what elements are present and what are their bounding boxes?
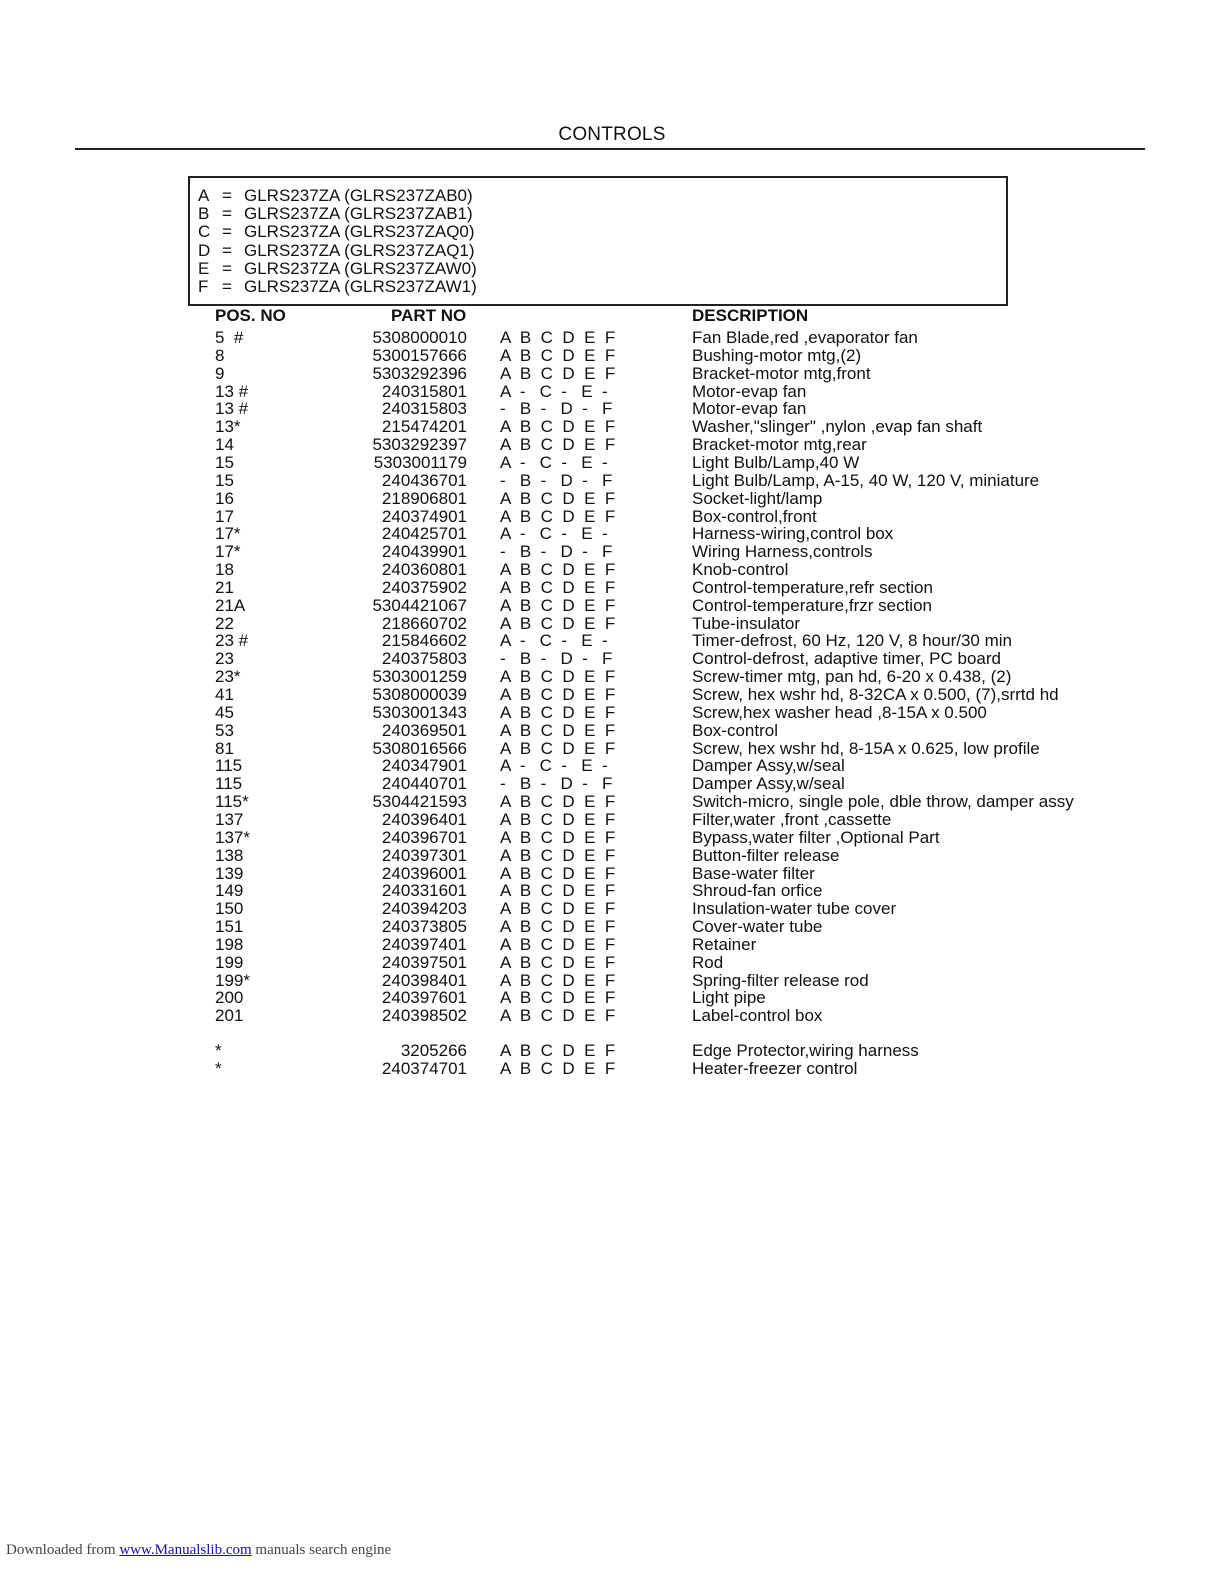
table-row bbox=[0, 490, 1224, 508]
model-codes-cell: A B C D E F bbox=[500, 952, 616, 972]
part-no-cell: 240347901 bbox=[381, 756, 467, 776]
part-no-cell: 240396001 bbox=[381, 863, 467, 883]
table-row bbox=[0, 561, 1224, 579]
model-codes-cell: A B C D E F bbox=[500, 792, 616, 812]
part-no-cell: 215474201 bbox=[381, 417, 467, 437]
description-cell: Fan Blade,red ,evaporator fan bbox=[692, 328, 918, 347]
model-codes-cell: A B C D E F bbox=[500, 417, 616, 437]
part-no-cell: 240398502 bbox=[381, 1006, 467, 1026]
pos-cell: 15 bbox=[215, 470, 234, 490]
description-cell: Insulation-water tube cover bbox=[692, 899, 897, 919]
description-cell: Socket-light/lamp bbox=[692, 488, 823, 508]
legend-key: E bbox=[198, 258, 210, 278]
part-no-cell: 5300157666 bbox=[372, 345, 467, 365]
table-row bbox=[0, 882, 1224, 900]
description-cell: Knob-control bbox=[692, 560, 789, 580]
description-cell: Cover-water tube bbox=[692, 917, 823, 937]
part-no-cell: 240315803 bbox=[381, 399, 467, 419]
table-row bbox=[0, 793, 1224, 811]
pos-cell: 9 bbox=[215, 363, 225, 383]
table-row bbox=[0, 579, 1224, 597]
description-cell: Control-temperature,frzr section bbox=[692, 595, 932, 615]
part-no-cell: 240374901 bbox=[381, 506, 467, 526]
legend-model: GLRS237ZA (GLRS237ZAQ1) bbox=[244, 240, 475, 260]
model-codes-cell: A B C D E F bbox=[500, 702, 616, 722]
table-row bbox=[0, 632, 1224, 650]
pos-cell: 17* bbox=[215, 542, 241, 562]
legend-line bbox=[198, 223, 475, 241]
table-row bbox=[0, 436, 1224, 454]
table-row bbox=[0, 597, 1224, 615]
manualslib-link[interactable]: www.Manualslib.com bbox=[119, 1542, 252, 1558]
header-description: DESCRIPTION bbox=[692, 306, 809, 325]
part-no-cell: 5303001343 bbox=[372, 702, 467, 722]
header-pos-no: POS. NO bbox=[215, 306, 286, 325]
table-row bbox=[0, 829, 1224, 847]
footer-suffix: manuals search engine bbox=[251, 1542, 392, 1558]
model-codes-cell: A B C D E F bbox=[500, 738, 616, 758]
model-codes-cell: A B C D E F bbox=[500, 1006, 616, 1026]
legend-model: GLRS237ZA (GLRS237ZAQ0) bbox=[244, 222, 475, 242]
model-codes-cell: A B C D E F bbox=[500, 970, 616, 990]
description-cell: Bypass,water filter ,Optional Part bbox=[692, 827, 940, 847]
model-codes-cell: A B C D E F bbox=[500, 827, 616, 847]
model-codes-cell: A - C - E - bbox=[500, 381, 608, 401]
part-no-cell: 5303292396 bbox=[372, 363, 467, 383]
part-no-cell: 240440701 bbox=[381, 774, 467, 794]
pos-cell: 13* bbox=[215, 417, 241, 437]
part-no-cell: 5304421067 bbox=[372, 595, 467, 615]
part-no-cell: 240373805 bbox=[381, 917, 467, 937]
pos-cell: 138 bbox=[215, 845, 244, 865]
description-cell: Box-control bbox=[692, 720, 778, 740]
table-row bbox=[0, 989, 1224, 1007]
part-no-cell: 3205266 bbox=[400, 1041, 467, 1060]
description-cell: Base-water filter bbox=[692, 863, 815, 883]
part-no-cell: 240398401 bbox=[381, 970, 467, 990]
description-cell: Filter,water ,front ,cassette bbox=[692, 809, 892, 829]
table-row bbox=[0, 954, 1224, 972]
model-codes-cell: A B C D E F bbox=[500, 577, 616, 597]
description-cell: Label-control box bbox=[692, 1006, 823, 1026]
description-cell: Control-temperature,refr section bbox=[692, 577, 933, 597]
description-cell: Damper Assy,w/seal bbox=[692, 756, 845, 776]
part-no-cell: 5304421593 bbox=[372, 792, 467, 812]
table-row bbox=[0, 704, 1224, 722]
description-cell: Control-defrost, adaptive timer, PC board bbox=[692, 649, 1001, 669]
model-codes-cell: A B C D E F bbox=[500, 685, 616, 704]
table-row bbox=[0, 918, 1224, 936]
pos-cell: 199 bbox=[215, 952, 244, 972]
legend-equals: = bbox=[222, 277, 232, 296]
pos-cell: 17* bbox=[215, 524, 241, 544]
legend-key: C bbox=[198, 222, 211, 242]
pos-cell: 115 bbox=[215, 774, 243, 794]
part-no-cell: 240397501 bbox=[381, 952, 467, 972]
table-row bbox=[0, 1042, 1224, 1060]
table-row bbox=[0, 525, 1224, 543]
description-cell: Edge Protector,wiring harness bbox=[692, 1041, 919, 1060]
model-codes-cell: A B C D E F bbox=[500, 488, 616, 508]
model-codes-cell: A B C D E F bbox=[500, 845, 616, 865]
legend-line bbox=[198, 205, 473, 223]
pos-cell: 17 bbox=[215, 506, 234, 526]
table-row bbox=[0, 400, 1224, 418]
description-cell: Light Bulb/Lamp,40 W bbox=[692, 452, 860, 472]
pos-cell: 21A bbox=[215, 595, 246, 615]
model-codes-cell: A B C D E F bbox=[500, 1041, 616, 1060]
model-codes-cell: A B C D E F bbox=[500, 863, 616, 883]
part-no-cell: 240396401 bbox=[381, 809, 467, 829]
model-codes-cell: - B - D - F bbox=[500, 470, 613, 490]
pos-cell: 18 bbox=[215, 560, 234, 580]
model-legend-box bbox=[188, 176, 1008, 306]
description-cell: Light pipe bbox=[692, 988, 766, 1008]
pos-cell: 81 bbox=[215, 738, 234, 758]
table-row bbox=[0, 686, 1224, 704]
description-cell: Heater-freezer control bbox=[692, 1058, 858, 1078]
model-codes-cell: A B C D E F bbox=[500, 1058, 616, 1078]
pos-cell: 198 bbox=[215, 934, 244, 954]
model-codes-cell: A B C D E F bbox=[500, 988, 616, 1008]
table-row bbox=[0, 865, 1224, 883]
description-cell: Screw, hex wshr hd, 8-32CA x 0.500, (7),srrtd hd bbox=[692, 685, 1059, 704]
part-no-cell: 5303292397 bbox=[372, 435, 467, 455]
pos-cell: 13 # bbox=[215, 381, 249, 401]
part-no-cell: 5308000039 bbox=[372, 685, 467, 704]
table-row bbox=[0, 1007, 1224, 1025]
legend-equals: = bbox=[222, 222, 232, 242]
table-row bbox=[0, 847, 1224, 865]
description-cell: Washer,"slinger" ,nylon ,evap fan shaft bbox=[692, 417, 983, 437]
pos-cell: 41 bbox=[215, 685, 234, 704]
description-cell: Tube-insulator bbox=[692, 613, 801, 633]
model-codes-cell: A B C D E F bbox=[500, 667, 616, 687]
pos-cell: 199* bbox=[215, 970, 250, 990]
header-part-no: PART NO bbox=[391, 306, 467, 325]
table-row bbox=[0, 757, 1224, 775]
table-row bbox=[0, 668, 1224, 686]
part-no-cell: 240436701 bbox=[381, 470, 467, 490]
pos-cell: 23 # bbox=[215, 631, 249, 651]
model-codes-cell: A B C D E F bbox=[500, 506, 616, 526]
description-cell: Bracket-motor mtg,front bbox=[692, 363, 871, 383]
model-codes-cell: A B C D E F bbox=[500, 613, 616, 633]
legend-key: F bbox=[198, 277, 209, 296]
part-no-cell: 5308000010 bbox=[372, 328, 467, 347]
part-no-cell: 218660702 bbox=[381, 613, 467, 633]
part-no-cell: 240331601 bbox=[381, 881, 467, 901]
part-no-cell: 240397401 bbox=[381, 934, 467, 954]
pos-cell: 150 bbox=[215, 899, 244, 919]
legend-line bbox=[198, 260, 477, 278]
legend-model: GLRS237ZA (GLRS237ZAB0) bbox=[244, 186, 473, 205]
model-codes-cell: A B C D E F bbox=[500, 328, 616, 347]
description-cell: Bracket-motor mtg,rear bbox=[692, 435, 867, 455]
table-row bbox=[0, 472, 1224, 490]
model-codes-cell: A B C D E F bbox=[500, 809, 616, 829]
legend-equals: = bbox=[222, 204, 232, 224]
pos-cell: * bbox=[215, 1041, 222, 1060]
model-codes-cell: A - C - E - bbox=[500, 756, 608, 776]
pos-cell: 201 bbox=[215, 1006, 244, 1026]
legend-equals: = bbox=[222, 186, 232, 205]
pos-cell: 200 bbox=[215, 988, 244, 1008]
part-no-cell: 240439901 bbox=[381, 542, 467, 562]
title-divider bbox=[75, 148, 1145, 150]
pos-cell: 5 # bbox=[215, 328, 244, 347]
description-cell: Box-control,front bbox=[692, 506, 817, 526]
part-no-cell: 240396701 bbox=[381, 827, 467, 847]
part-no-cell: 218906801 bbox=[381, 488, 467, 508]
model-codes-cell: A B C D E F bbox=[500, 720, 616, 740]
description-cell: Motor-evap fan bbox=[692, 399, 807, 419]
description-cell: Screw-timer mtg, pan hd, 6-20 x 0.438, (2) bbox=[692, 667, 1012, 687]
description-cell: Motor-evap fan bbox=[692, 381, 807, 401]
model-codes-cell: - B - D - F bbox=[500, 774, 613, 794]
description-cell: Light Bulb/Lamp, A-15, 40 W, 120 V, miniature bbox=[692, 470, 1040, 490]
page-title: CONTROLS bbox=[558, 124, 666, 145]
part-no-cell: 240375902 bbox=[381, 577, 467, 597]
description-cell: Shroud-fan orfice bbox=[692, 881, 823, 901]
pos-cell: 45 bbox=[215, 702, 234, 722]
table-row bbox=[0, 508, 1224, 526]
pos-cell: 22 bbox=[215, 613, 234, 633]
footer-prefix: Downloaded from bbox=[6, 1542, 120, 1558]
pos-cell: 149 bbox=[215, 881, 244, 901]
part-no-cell: 240425701 bbox=[381, 524, 467, 544]
description-cell: Wiring Harness,controls bbox=[692, 542, 873, 562]
model-codes-cell: A - C - E - bbox=[500, 631, 608, 651]
model-codes-cell: A - C - E - bbox=[500, 452, 608, 472]
description-cell: Timer-defrost, 60 Hz, 120 V, 8 hour/30 min bbox=[692, 631, 1013, 651]
part-no-cell: 240315801 bbox=[381, 381, 467, 401]
pos-cell: * bbox=[215, 1058, 222, 1078]
description-cell: Button-filter release bbox=[692, 845, 840, 865]
description-cell: Retainer bbox=[692, 934, 757, 954]
model-codes-cell: A B C D E F bbox=[500, 917, 616, 937]
legend-model: GLRS237ZA (GLRS237ZAW1) bbox=[244, 277, 477, 296]
legend-model: GLRS237ZA (GLRS237ZAB1) bbox=[244, 204, 473, 224]
model-codes-cell: A B C D E F bbox=[500, 363, 616, 383]
table-row bbox=[0, 383, 1224, 401]
description-cell: Harness-wiring,control box bbox=[692, 524, 894, 544]
description-cell: Spring-filter release rod bbox=[692, 970, 869, 990]
table-row bbox=[0, 543, 1224, 561]
part-no-cell: 240394203 bbox=[381, 899, 467, 919]
pos-cell: 8 bbox=[215, 345, 225, 365]
model-codes-cell: A B C D E F bbox=[500, 899, 616, 919]
part-no-cell: 240369501 bbox=[381, 720, 467, 740]
pos-cell: 23* bbox=[215, 667, 241, 687]
model-codes-cell: - B - D - F bbox=[500, 399, 613, 419]
table-row bbox=[0, 615, 1224, 633]
model-codes-cell: A B C D E F bbox=[500, 435, 616, 455]
part-no-cell: 240397301 bbox=[381, 845, 467, 865]
model-codes-cell: A B C D E F bbox=[500, 595, 616, 615]
table-row bbox=[0, 454, 1224, 472]
legend-line bbox=[198, 242, 475, 260]
part-no-cell: 215846602 bbox=[381, 631, 467, 651]
model-codes-cell: A B C D E F bbox=[500, 934, 616, 954]
table-row bbox=[0, 365, 1224, 383]
description-cell: Rod bbox=[692, 952, 724, 972]
table-row bbox=[0, 936, 1224, 954]
description-cell: Screw,hex washer head ,8-15A x 0.500 bbox=[692, 702, 987, 722]
download-footer bbox=[6, 1542, 391, 1559]
description-cell: Damper Assy,w/seal bbox=[692, 774, 845, 794]
model-codes-cell: - B - D - F bbox=[500, 649, 613, 669]
pos-cell: 115 bbox=[215, 756, 243, 776]
pos-cell: 13 # bbox=[215, 399, 249, 419]
table-row bbox=[0, 650, 1224, 668]
model-codes-cell: A B C D E F bbox=[500, 881, 616, 901]
pos-cell: 16 bbox=[215, 488, 234, 508]
part-no-cell: 240397601 bbox=[381, 988, 467, 1008]
table-row bbox=[0, 722, 1224, 740]
model-codes-cell: A B C D E F bbox=[500, 560, 616, 580]
table-row bbox=[0, 1060, 1224, 1078]
table-row bbox=[0, 900, 1224, 918]
legend-key: A bbox=[198, 186, 210, 205]
pos-cell: 139 bbox=[215, 863, 244, 883]
pos-cell: 53 bbox=[215, 720, 234, 740]
legend-key: B bbox=[198, 204, 210, 224]
model-codes-cell: A - C - E - bbox=[500, 524, 608, 544]
pos-cell: 151 bbox=[215, 917, 244, 937]
pos-cell: 23 bbox=[215, 649, 234, 669]
description-cell: Bushing-motor mtg,(2) bbox=[692, 345, 862, 365]
pos-cell: 21 bbox=[215, 577, 234, 597]
table-row bbox=[0, 740, 1224, 758]
description-cell: Switch-micro, single pole, dble throw, damper assy bbox=[692, 792, 1074, 812]
pos-cell: 14 bbox=[215, 435, 234, 455]
pos-cell: 15 bbox=[215, 452, 234, 472]
legend-equals: = bbox=[222, 240, 232, 260]
pos-cell: 137 bbox=[215, 809, 244, 829]
part-no-cell: 5303001259 bbox=[372, 667, 467, 687]
table-row bbox=[0, 418, 1224, 436]
model-codes-cell: - B - D - F bbox=[500, 542, 613, 562]
table-row bbox=[0, 811, 1224, 829]
pos-cell: 115* bbox=[215, 792, 249, 812]
part-no-cell: 5303001179 bbox=[373, 452, 467, 472]
pos-cell: 137* bbox=[215, 827, 250, 847]
legend-key: D bbox=[198, 240, 211, 260]
table-row bbox=[0, 347, 1224, 365]
legend-line bbox=[198, 278, 477, 296]
part-no-cell: 240360801 bbox=[381, 560, 467, 580]
part-no-cell: 5308016566 bbox=[372, 738, 467, 758]
legend-model: GLRS237ZA (GLRS237ZAW0) bbox=[244, 258, 477, 278]
part-no-cell: 240374701 bbox=[381, 1058, 467, 1078]
table-row bbox=[0, 972, 1224, 990]
legend-line bbox=[198, 187, 473, 205]
model-codes-cell: A B C D E F bbox=[500, 345, 616, 365]
table-row bbox=[0, 775, 1224, 793]
legend-equals: = bbox=[222, 258, 232, 278]
table-row bbox=[0, 329, 1224, 347]
part-no-cell: 240375803 bbox=[381, 649, 467, 669]
description-cell: Screw, hex wshr hd, 8-15A x 0.625, low profile bbox=[692, 738, 1040, 758]
